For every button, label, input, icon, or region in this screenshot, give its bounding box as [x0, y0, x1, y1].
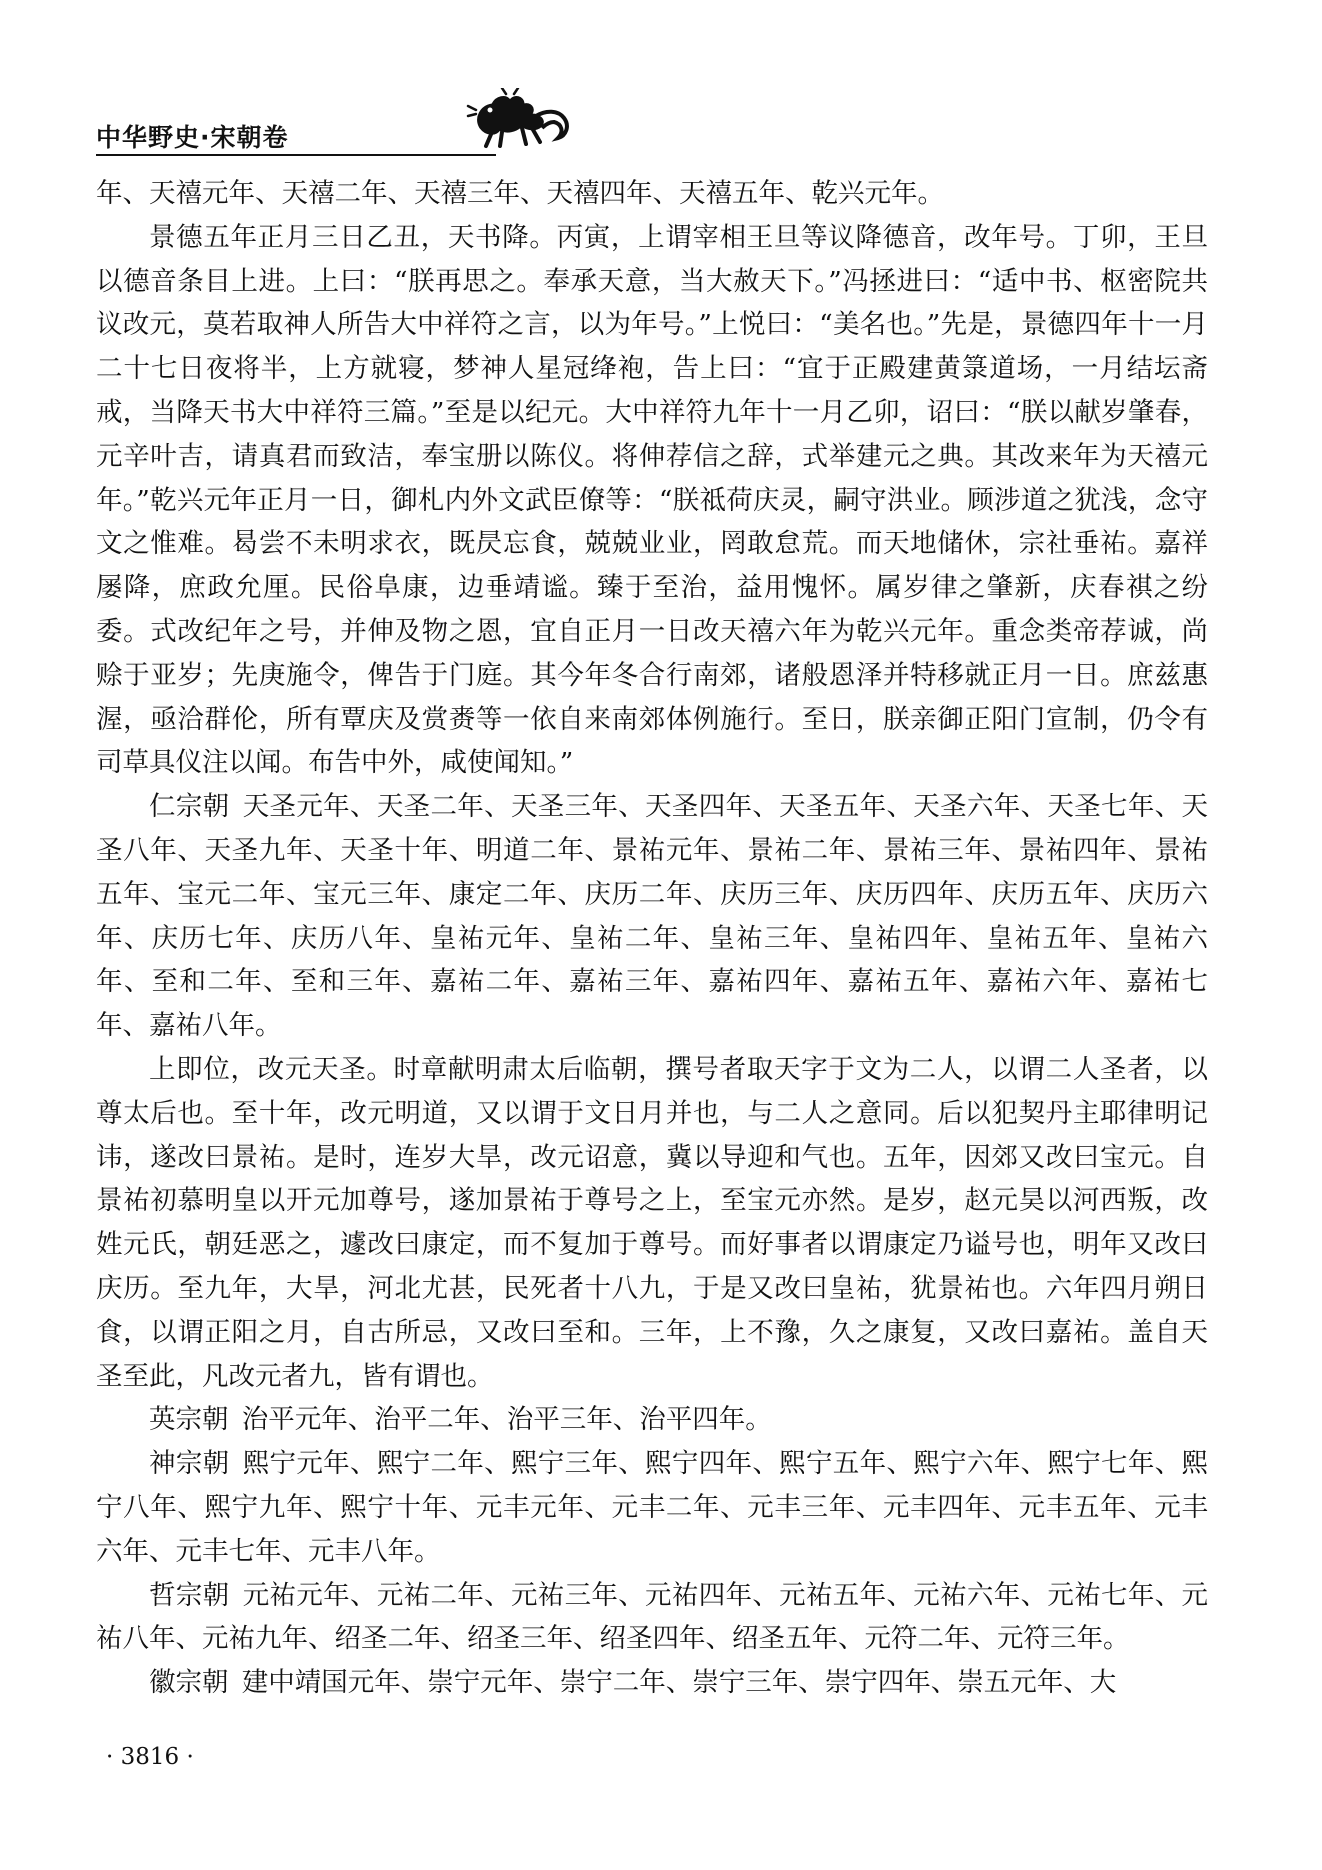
era-list: 熙宁元年、熙宁二年、熙宁三年、熙宁四年、熙宁五年、熙宁六年、熙宁七年、熙宁八年、熙宁九年、熙宁十年、元丰元年、元丰二年、元丰三年、元丰四年、元丰五年、元丰六年、元丰七年、元丰八年。 [96, 1448, 1209, 1567]
page-header [96, 88, 1208, 158]
page-number: · 3816 · [106, 1744, 194, 1770]
era-list: 建中靖国元年、崇宁元年、崇宁二年、崇宁三年、崇宁四年、崇五元年、大 [241, 1667, 1117, 1699]
body-text [96, 172, 1208, 1705]
era-list: 治平元年、治平二年、治平三年、治平四年。 [241, 1404, 772, 1436]
paragraph-renzong-eras [96, 785, 1208, 1048]
header-rule [96, 154, 496, 156]
era-list: 天圣元年、天圣二年、天圣三年、天圣四年、天圣五年、天圣六年、天圣七年、天圣八年、天圣九年、天圣十年、明道二年、景祐元年、景祐二年、景祐三年、景祐四年、景祐五年、宝元二年、宝元三年、康定二年、庆历二年、庆历三年、庆历四年、庆历五年、庆历六年、庆历七年、庆历八年、皇祐元年、皇祐二年、皇祐三年、皇祐四年、皇祐五年、皇祐六年、至和二年、至和三年、嘉祐二年、嘉祐三年、嘉祐四年、嘉祐五年、嘉祐六年、嘉祐七年、嘉祐八年。 [96, 791, 1209, 1042]
paragraph-continuation: 年、天禧元年、天禧二年、天禧三年、天禧四年、天禧五年、乾兴元年。 [96, 178, 944, 209]
running-title: 中华野史·宋朝卷 [96, 123, 289, 152]
reign-label: 哲宗朝 [149, 1579, 230, 1611]
dragon-icon [466, 88, 578, 150]
paragraph-huizong-eras [96, 1661, 1208, 1705]
reign-label: 徽宗朝 [149, 1667, 229, 1699]
paragraph-yingzong-eras [96, 1398, 1208, 1442]
reign-label: 神宗朝 [149, 1448, 230, 1480]
paragraph-zhezong-eras [96, 1574, 1208, 1662]
reign-label: 英宗朝 [149, 1404, 229, 1436]
reign-label: 仁宗朝 [149, 791, 230, 823]
paragraph-shenzong-eras [96, 1442, 1208, 1573]
paragraph-jingde: 景德五年正月三日乙丑，天书降。丙寅，上谓宰相王旦等议降德音，改年号。丁卯，王旦以德音条目上进。上曰：“朕再思之。奉承天意，当大赦天下。”冯拯进曰：“适中书、枢密院共议改元，莫若取神人所告大中祥符之言，以为年号。”上悦曰：“美名也。”先是，景德四年十一月二十七日夜将半，上方就寝，梦神人星冠绛袍，告上曰：“宜于正殿建黄箓道场，一月结坛斋戒，当降天书大中祥符三篇。”至是以纪元。大中祥符九年十一月乙卯，诏曰：“朕以献岁肇春，元辛叶吉，请真君而致洁，奉宝册以陈仪。将伸荐信之辞，式举建元之典。其改来年为天禧元年。”乾兴元年正月一日，御札内外文武臣僚等：“朕祗荷庆灵，嗣守洪业。顾涉道之犹浅，念守文之惟难。曷尝不未明求衣，既昃忘食，兢兢业业，罔敢怠荒。而天地储休，宗社垂祐。嘉祥屡降，庶政允厘。民俗阜康，边垂靖谧。臻于至治，益用愧怀。属岁律之肇新，庆春祺之纷委。式改纪年之号，并伸及物之恩，宜自正月一日改天禧六年为乾兴元年。重念类帝荐诚，尚赊于亚岁；先庚施令，俾告于门庭。其今年冬合行南郊，诸般恩泽并特移就正月一日。庶兹惠渥，亟洽群伦，所有覃庆及赏赉等一依自来南郊体例施行。至日，朕亲御正阳门宣制，仍令有司草具仪注以闻。布告中外，咸使闻知。” [96, 221, 1208, 779]
era-list: 元祐元年、元祐二年、元祐三年、元祐四年、元祐五年、元祐六年、元祐七年、元祐八年、元祐九年、绍圣二年、绍圣三年、绍圣四年、绍圣五年、元符二年、元符三年。 [96, 1579, 1209, 1655]
paragraph-renzong-notes: 上即位，改元天圣。时章献明肃太后临朝，撰号者取天字于文为二人，以谓二人圣者，以尊太后也。至十年，改元明道，又以谓于文日月并也，与二人之意同。后以犯契丹主耶律明记讳，遂改曰景祐。是时，连岁大旱，改元诏意，冀以导迎和气也。五年，因郊又改曰宝元。自景祐初慕明皇以开元加尊号，遂加景祐于尊号之上，至宝元亦然。是岁，赵元昊以河西叛，改姓元氏，朝廷恶之，遽改曰康定，而不复加于尊号。而好事者以谓康定乃谥号也，明年又改曰庆历。至九年，大旱，河北尤甚，民死者十八九，于是又改曰皇祐，犹景祐也。六年四月朔日食，以谓正阳之月，自古所忌，又改曰至和。三年，上不豫，久之康复，又改曰嘉祐。盖自天圣至此，凡改元者九，皆有谓也。 [96, 1053, 1208, 1392]
